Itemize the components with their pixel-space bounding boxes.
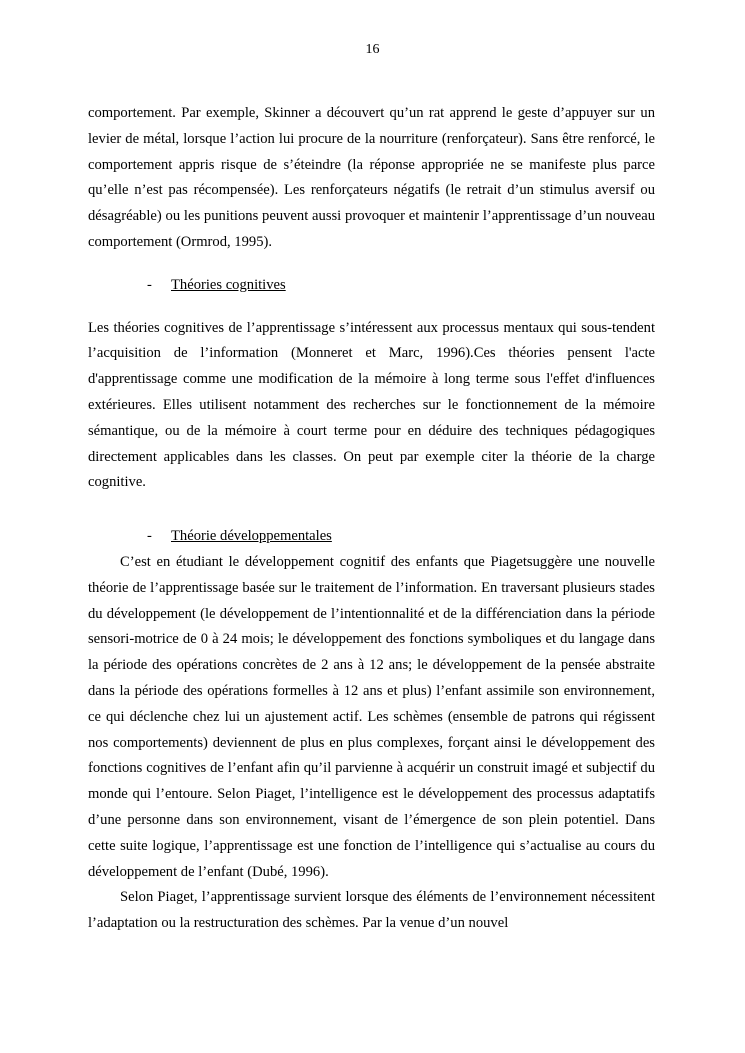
heading-cognitive-theories — [88, 273, 655, 299]
paragraph-piaget-development: C’est en étudiant le développement cognitif des enfants que Piagetsuggère une nouvelle théorie de l’apprentissage basée sur le traitement de l’information. En traversant plusieurs stades du développement (le développement de l’intentionnalité et de la différenciation dans la période sensori-motrice de 0 à 24 mois; le développement des fonctions symboliques et du langage dans la période des opérations concrètes de 2 ans à 12 ans; le développement de la pensée abstraite dans la période des opérations formelles à 12 ans et plus) l’enfant assimile son environnement, ce qui déclenche chez lui un ajustement actif. Les schèmes (ensemble de patrons qui régissent nos comportements) deviennent de plus en plus complexes, forçant ainsi le développement des fonctions cognitives de l’enfant afin qu’il parvienne à acquérir un construit imagé et subjectif du monde qui l’entoure. Selon Piaget, l’intelligence est le développement des processus adaptatifs d’une personne dans son environnement, visant de l’émergence de son plein potentiel. Dans cette suite logique, l’apprentissage est une fonction de l’intelligence qui s’actualise au cours du développement de l’enfant (Dubé, 1996). — [88, 553, 655, 880]
document-body — [88, 101, 655, 937]
paragraph-cognitive: Les théories cognitives de l’apprentissage s’intéressent aux processus mentaux qui sous-tendent l’acquisition de l’information (Monneret et Marc, 1996).Ces théories pensent l'acte d'apprentissage comme une modification de la mémoire à long terme sous l'effet d'influences extérieures. Elles utilisent notamment des recherches sur le fonctionnement de la mémoire sémantique, ou de la mémoire à court terme pour en déduire des techniques pédagogiques directement applicables dans les classes. On peut par exemple citer la théorie de la charge cognitive. — [88, 319, 655, 491]
heading-developmental-theories — [88, 524, 655, 550]
heading-title: Théories cognitives — [171, 276, 286, 293]
page-number: 16 — [365, 42, 380, 57]
heading-dash: - — [147, 276, 152, 293]
heading-title: Théorie développementales — [171, 528, 332, 545]
paragraph-behaviorism: comportement. Par exemple, Skinner a découvert qu’un rat apprend le geste d’appuyer sur un levier de métal, lorsque l’action lui procure de la nourriture (renforçateur). Sans être renforcé, le comportement appris risque de s’éteindre (la réponse appropriée ne se manifeste plus parce qu’elle n’est pas récompensée). Les renforçateurs négatifs (le retrait d’un stimulus aversif ou désagréable) ou les punitions peuvent aussi provoquer et maintenir l’apprentissage d’un nouveau comportement (Ormrod, 1995). — [88, 105, 655, 250]
heading-dash: - — [147, 528, 152, 545]
paragraph-piaget-learning: Selon Piaget, l’apprentissage survient lorsque des éléments de l’environnement nécessitent l’adaptation ou la restructuration des schèmes. Par la venue d’un nouvel — [88, 889, 655, 932]
